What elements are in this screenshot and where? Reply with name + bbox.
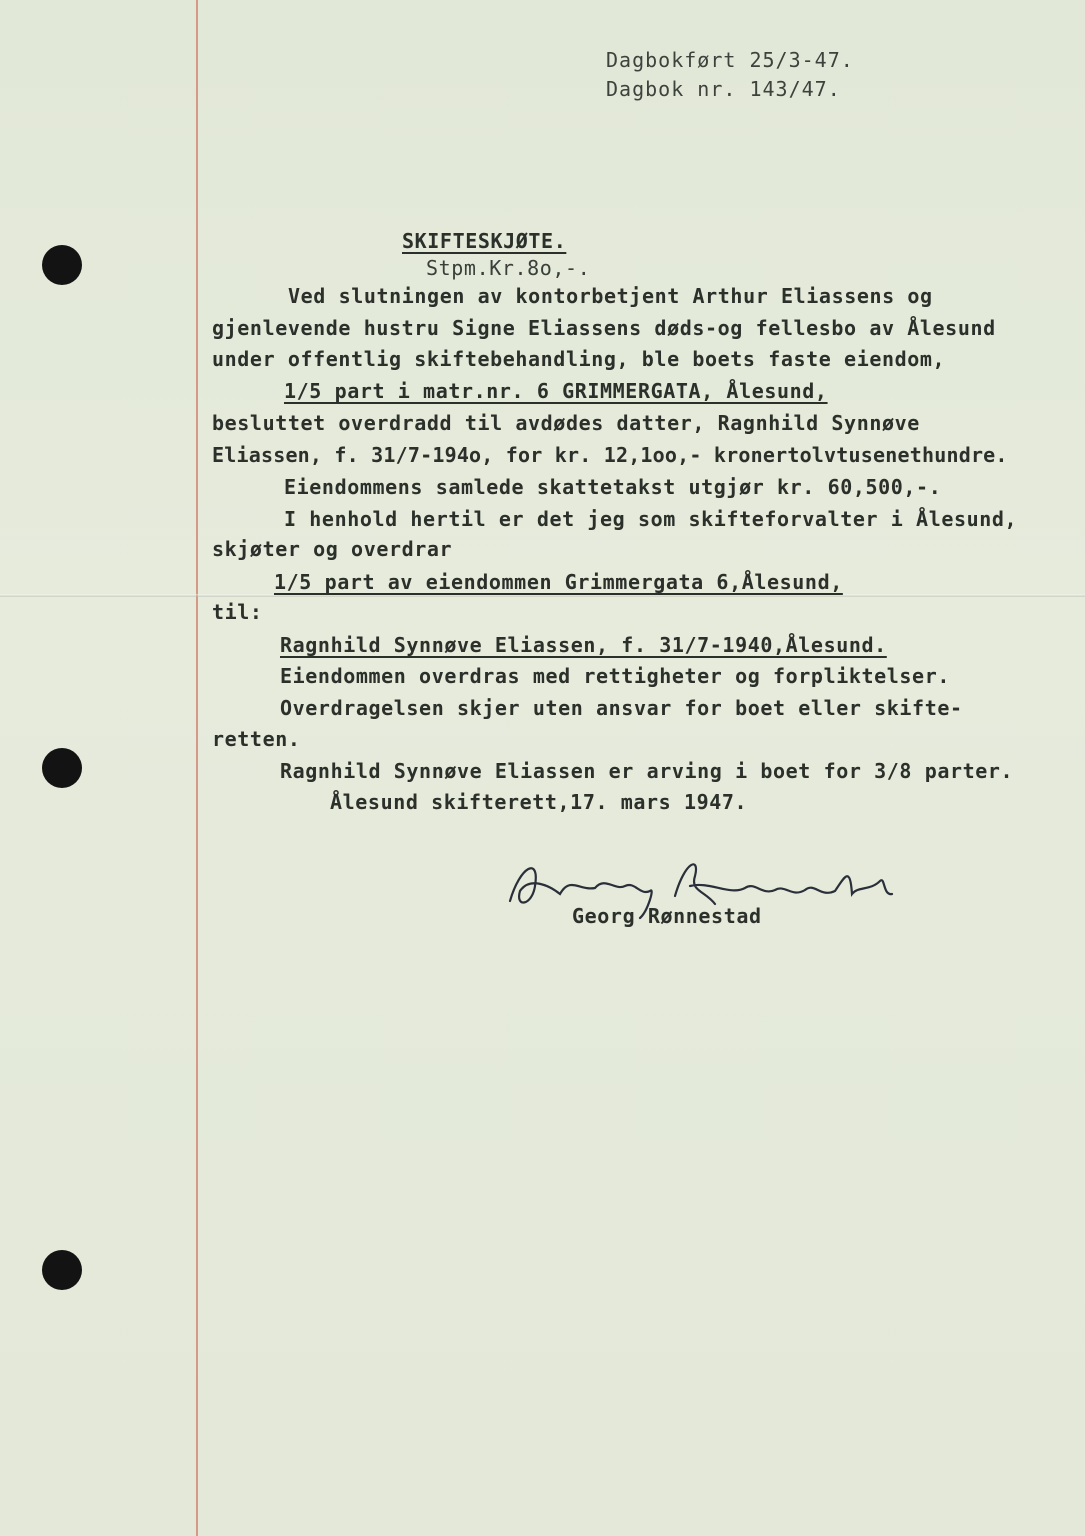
recipient-line: Ragnhild Synnøve Eliassen, f. 31/7-1940,Ålesund.	[280, 633, 887, 657]
body-line-13: Eiendommen overdras med rettigheter og forpliktelser.	[280, 664, 950, 688]
document-title: SKIFTESKJØTE.	[402, 229, 567, 253]
body-line-1: Ved slutningen av kontorbetjent Arthur Eliassens og	[288, 284, 933, 308]
body-line-3: under offentlig skiftebehandling, ble boets faste eiendom,	[212, 347, 946, 371]
property-line: 1/5 part i matr.nr. 6 GRIMMERGATA, Ålesund,	[284, 379, 828, 403]
punch-hole-top	[42, 245, 82, 285]
margin-rule	[196, 0, 198, 1536]
body-line-15: retten.	[212, 727, 301, 751]
body-line-7: Eiendommens samlede skattetakst utgjør kr. 60,500,-.	[284, 475, 942, 499]
paper-fold	[0, 594, 1085, 597]
signatory-name: Georg Rønnestad	[572, 904, 762, 928]
body-line-8: I henhold hertil er det jeg som skifteforvalter i Ålesund,	[284, 507, 1018, 531]
punch-hole-bottom	[42, 1250, 82, 1290]
dagbok-nr-text: Dagbok nr. 143/47.	[606, 77, 841, 101]
body-line-16: Ragnhild Synnøve Eliassen er arving i boet for 3/8 parter.	[280, 759, 1014, 783]
property-line-2: 1/5 part av eiendommen Grimmergata 6,Ålesund,	[274, 570, 843, 594]
dagbokfort-text: Dagbokført 25/3-47.	[606, 48, 854, 72]
body-line-5: besluttet overdradd til avdødes datter, Ragnhild Synnøve	[212, 411, 920, 435]
body-line-2: gjenlevende hustru Signe Eliassens døds-og fellesbo av Ålesund	[212, 316, 996, 340]
til-line: til:	[212, 600, 263, 624]
punch-hole-middle	[42, 748, 82, 788]
body-line-6: Eliassen, f. 31/7-194o, for kr. 12,1oo,- kronertolvtusenethundre.	[212, 443, 1008, 467]
stamp-fee: Stpm.Kr.8o,-.	[426, 256, 591, 280]
body-line-14: Overdragelsen skjer uten ansvar for boet eller skifte-	[280, 696, 963, 720]
body-line-9: skjøter og overdrar	[212, 537, 453, 561]
place-date-line: Ålesund skifterett,17. mars 1947.	[330, 790, 748, 814]
